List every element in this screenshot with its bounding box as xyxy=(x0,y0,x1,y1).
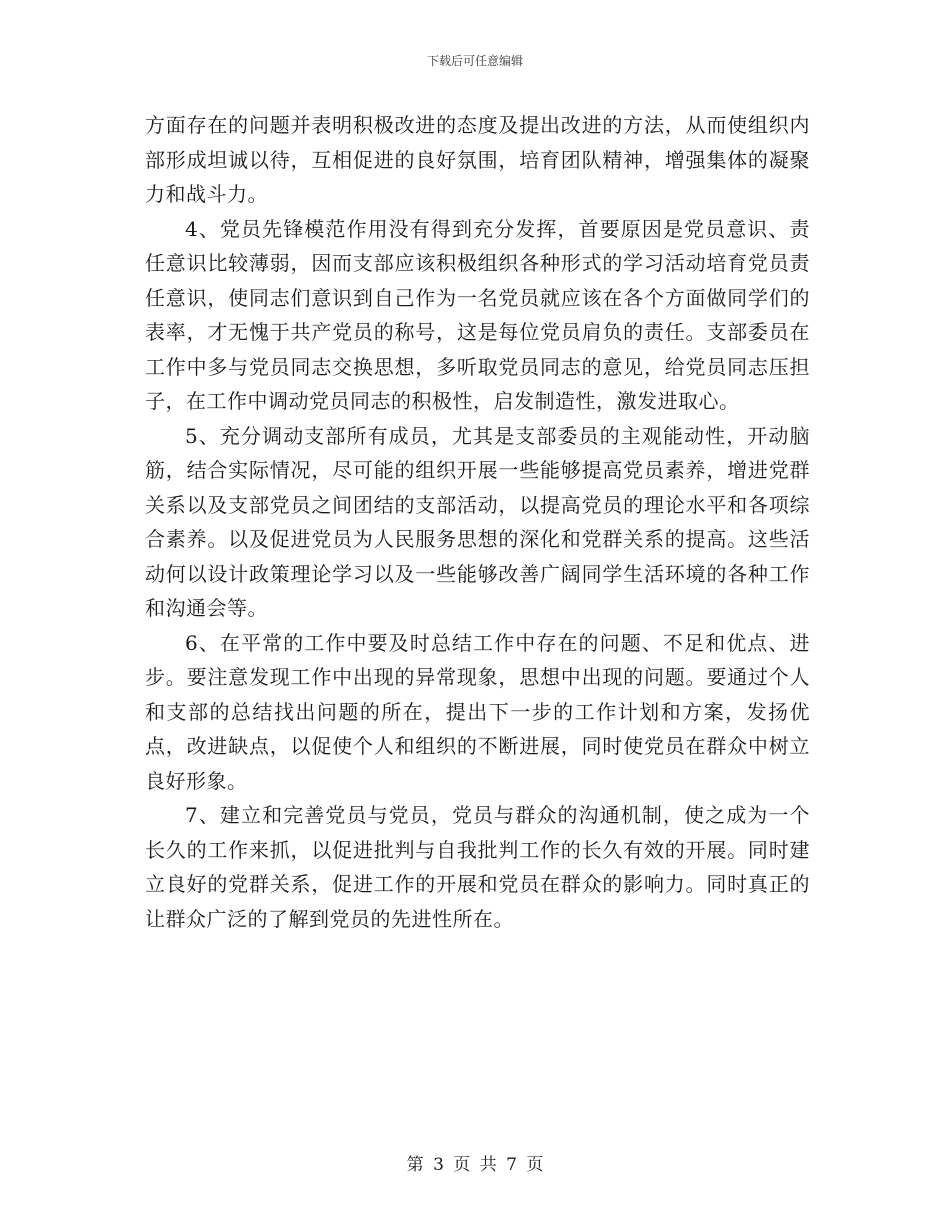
paragraph-continuation: 方面存在的问题并表明积极改进的态度及提出改进的方法，从而使组织内部形成坦诚以待，互相促进的良好氛围，培育团队精神，增强集体的凝聚力和战斗力。 xyxy=(145,113,810,206)
page-number-footer: 第 3 页 共 7 页 xyxy=(406,1155,544,1175)
paragraph-item-6: 6、在平常的工作中要及时总结工作中存在的问题、不足和优点、进步。要注意发现工作中出现的异常现象，思想中出现的问题。要通过个人和支部的总结找出问题的所在，提出下一步的工作计划和方案，发扬优点，改进缺点，以促使个人和组织的不断进展，同时使党员在群众中树立良好形象。 xyxy=(145,630,810,793)
page-header: 下载后可任意编辑 xyxy=(426,54,523,68)
paragraph-item-5: 5、充分调动支部所有成员，尤其是支部委员的主观能动性，开动脑筋，结合实际情况，尽可能的组织开展一些能够提高党员素养，增进党群关系以及支部党员之间团结的支部活动，以提高党员的理论水平和各项综合素养。以及促进党员为人民服务思想的深化和党群关系的提高。这些活动何以设计政策理论学习以及一些能够改善广阔同学生活环境的各种工作和沟通会等。 xyxy=(145,423,810,620)
paragraph-item-4: 4、党员先锋模范作用没有得到充分发挥，首要原因是党员意识、责任意识比较薄弱，因而支部应该积极组织各种形式的学习活动培育党员责任意识，使同志们意识到自己作为一名党员就应该在各个方面做同学们的表率，才无愧于共产党员的称号，这是每位党员肩负的责任。支部委员在工作中多与党员同志交换思想，多听取党员同志的意见，给党员同志压担子，在工作中调动党员同志的积极性，启发制造性，激发进取心。 xyxy=(145,216,810,413)
document-body xyxy=(145,108,810,936)
paragraph-item-7: 7、建立和完善党员与党员，党员与群众的沟通机制，使之成为一个长久的工作来抓，以促进批判与自我批判工作的长久有效的开展。同时建立良好的党群关系，促进工作的开展和党员在群众的影响力。同时真正的让群众广泛的了解到党员的先进性所在。 xyxy=(145,803,810,931)
